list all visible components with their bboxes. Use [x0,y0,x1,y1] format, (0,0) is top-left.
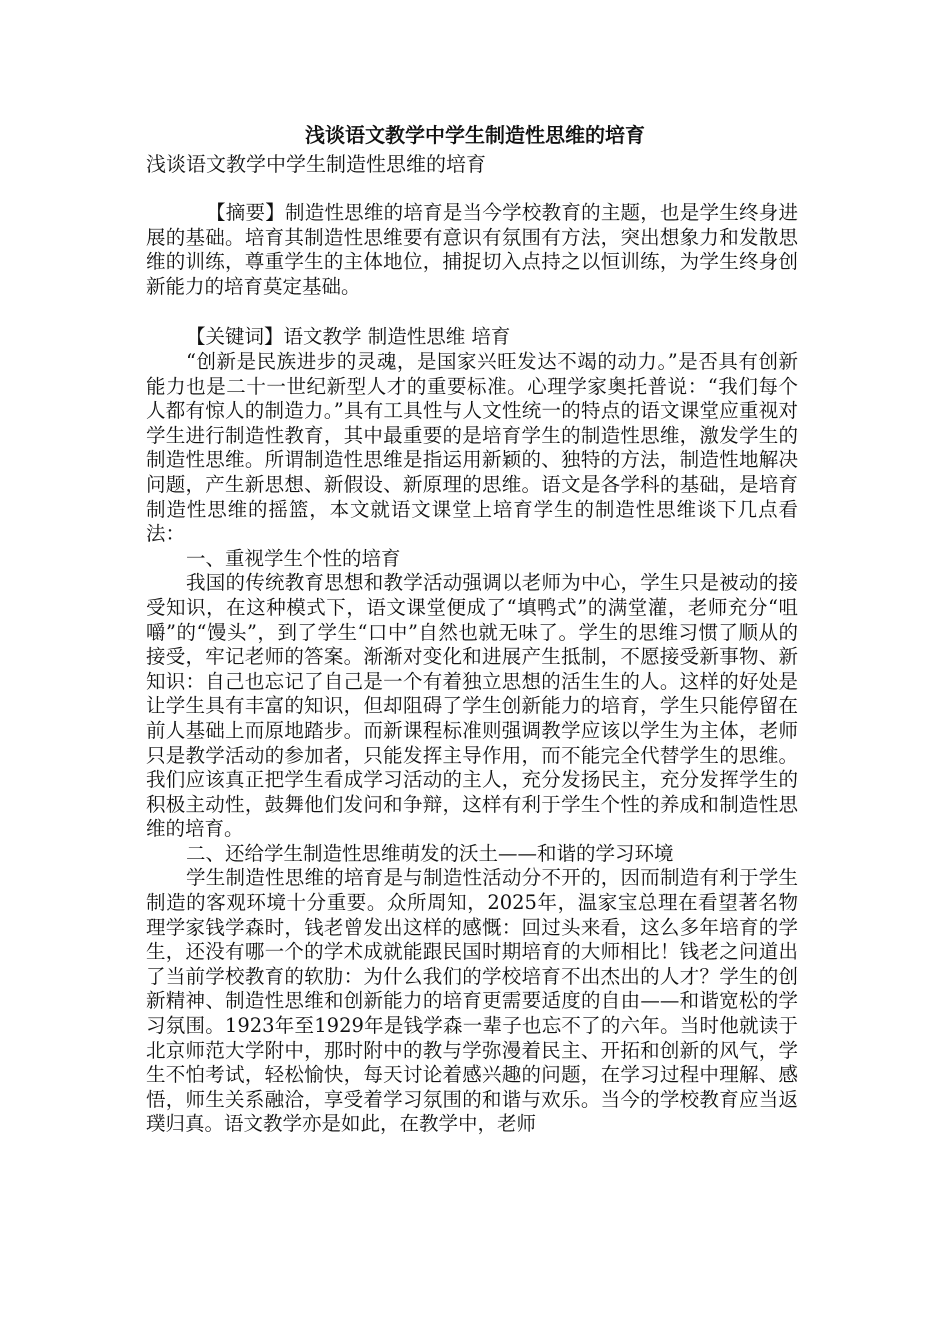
abstract-paragraph: 【摘要】制造性思维的培育是当今学校教育的主题，也是学生终身进展的基础。培育其制造性思维要有意识有氛围有方法，突出想象力和发散思维的训练，尊重学生的主体地位，捕捉切入点持之以恒训练，为学生终身创新能力的培育莫定基础。 [146,201,798,298]
section-1-paragraph: 我国的传统教育思想和教学活动强调以老师为中心，学生只是被动的接受知识，在这种模式下，语文课堂便成了“填鸭式”的满堂灌，老师充分“咀嚼”的“馒头”，到了学生“口中”自然也就无味了。学生的思维习惯了顺从的接受，牢记老师的答案。渐渐对变化和进展产生抵制，不愿接受新事物、新知识：自己也忘记了自己是一个有着独立思想的活生生的人。这样的好处是让学生具有丰富的知识，但却阻碍了学生创新能力的培育，学生只能停留在前人基础上而原地踏步。而新课程标准则强调教学应该以学生为主体，老师只是教学活动的参加者，只能发挥主导作用，而不能完全代替学生的思维。我们应该真正把学生看成学习活动的主人，充分发扬民主，充分发挥学生的积极主动性，鼓舞他们发问和争辩，这样有利于学生个性的养成和制造性思维的培育。 [146,571,798,841]
document-title: 浅谈语文教学中学生制造性思维的培育 [305,123,645,147]
document-subtitle: 浅谈语文教学中学生制造性思维的培育 [146,152,486,176]
intro-paragraph: “创新是民族进步的灵魂，是国家兴旺发达不竭的动力。”是否具有创新能力也是二十一世纪新型人才的重要标准。心理学家奥托普说：“我们每个人都有惊人的制造力。”具有工具性与人文性统一的特点的语文课堂应重视对学生进行制造性教育，其中最重要的是培育学生的制造性思维，激发学生的制造性思维。所谓制造性思维是指运用新颖的、独特的方法，制造性地解决问题，产生新思想、新假设、新原理的思维。语文是各学科的基础，是培育制造性思维的摇篮，本文就语文课堂上培育学生的制造性思维谈下几点看法： [146,350,798,546]
article-body [146,350,798,1137]
keywords-line: 【关键词】语文教学 制造性思维 培育 [186,325,511,348]
section-heading-1: 一、重视学生个性的培育 [186,546,401,570]
section-2-paragraph: 学生制造性思维的培育是与制造性活动分不开的，因而制造有利于学生制造的客观环境十分重要。众所周知，2025年，温家宝总理在看望著名物理学家钱学森时，钱老曾发出这样的感慨：回过头来看，这么多年培育的学生，还没有哪一个的学术成就能跟民国时期培育的大师相比！钱老之问道出了当前学校教育的软肋：为什么我们的学校培育不出杰出的人才？学生的创新精神、制造性思维和创新能力的培育更需要适度的自由——和谐宽松的学习氛围。1923年至1929年是钱学森一辈子也忘不了的六年。当时他就读于北京师范大学附中，那时附中的教与学弥漫着民主、开拓和创新的风气，学生不怕考试，轻松愉快，每天讨论着感兴趣的问题，在学习过程中理解、感悟，师生关系融洽，享受着学习氛围的和谐与欢乐。当今的学校教育应当返璞归真。语文教学亦是如此，在教学中，老师 [146,866,798,1136]
section-heading-2: 二、还给学生制造性思维萌发的沃土——和谐的学习环境 [186,841,674,865]
